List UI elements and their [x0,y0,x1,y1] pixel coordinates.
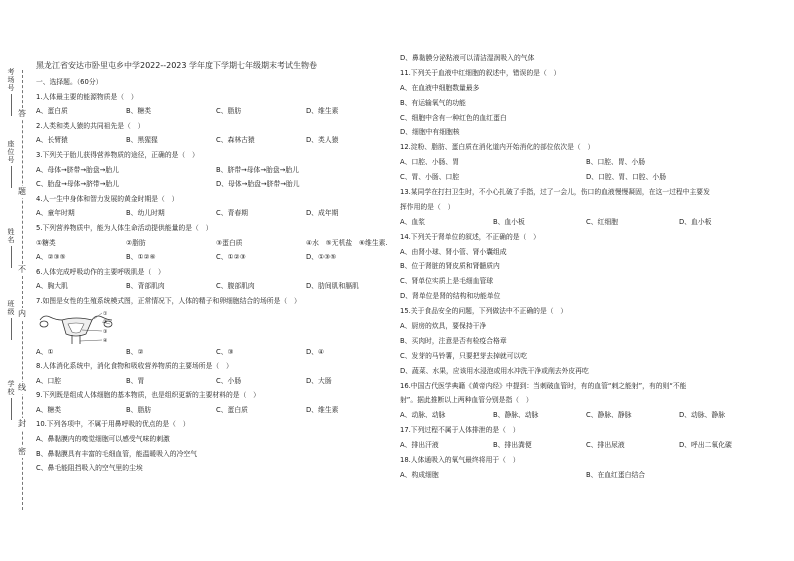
answer-option[interactable]: D、④ [306,347,325,356]
right-column [400,54,772,486]
seal-line-char: 不 [18,265,26,274]
question-line: D、细胞中有细胞核 [400,128,460,137]
margin-field-blank[interactable] [11,94,12,116]
answer-option[interactable]: A、②③⑤ [36,253,66,262]
answer-options [36,377,396,392]
answer-option[interactable]: D、成年期 [306,209,339,218]
answer-option[interactable]: A、母体→脐带→胎盘→胎儿 [36,165,119,174]
margin-field-label: 座 位 号 [7,140,15,164]
question-line: D、肾单位是肾的结构和功能单位 [400,292,501,301]
answer-options [400,441,772,456]
seal-line-char: 题 [18,187,26,196]
margin-field-label: 班 级 [7,300,15,316]
answer-option[interactable]: B、口腔、胃、小肠 [586,158,646,167]
answer-option[interactable]: A、血浆 [400,217,426,226]
answer-option[interactable]: D、动脉、静脉 [679,411,726,420]
exam-title: 黑龙江省安达市卧里屯乡中学2022--2023 学年度下学期七年级期末考试生物卷 [36,61,318,70]
answer-options [36,166,396,181]
margin-field [0,300,22,342]
seal-line-char: 答 [18,109,26,118]
answer-options [36,107,396,122]
female-reproductive-system-diagram [36,310,116,346]
margin-field-blank[interactable] [11,166,12,188]
question-stem: 11.下列关于血液中红细胞的叙述中，错误的是（ ） [400,68,561,77]
question-stem: 13.某同学在打扫卫生时，不小心扎破了手指，过了一会儿，伤口的血液慢慢凝固，在这一过程中主要发 [400,188,710,197]
answer-option[interactable]: B、黑猩猩 [126,136,158,145]
answer-option[interactable]: D、肋间肌和膈肌 [306,282,359,291]
margin-field-label: 考 场 号 [7,68,15,92]
answer-option[interactable]: B、排出粪便 [493,441,532,450]
question-line: A、在血液中细胞数量最多 [400,83,480,92]
answer-option[interactable]: ③蛋白质 [216,238,243,247]
answer-options [400,471,772,486]
margin-field-label: 姓 名 [7,228,15,244]
answer-option[interactable]: A、蛋白质 [36,107,68,116]
seal-line-char: 线 [18,383,26,392]
question-stem: 8.人体消化系统中，消化食物和吸收营养物质的主要场所是（ ） [36,362,233,371]
seal-line-char: 密 [18,447,26,456]
answer-option[interactable]: A、童年时期 [36,209,75,218]
answer-option[interactable]: D、大肠 [306,376,332,385]
answer-option[interactable]: ②脂肪 [126,238,146,247]
answer-options [400,158,772,173]
answer-option[interactable]: C、胎盘→母体→脐带→胎儿 [36,180,120,189]
answer-option[interactable]: D、血小板 [679,217,712,226]
answer-option[interactable]: C、静脉、静脉 [586,411,632,420]
question-stem: 16.中国古代医学典籍《黄帝内经》中提到：当刺破血管时，有的血管“刺之能射”，有的则“不能 [400,381,687,390]
answer-option[interactable]: C、森林古猿 [216,136,255,145]
figure-label: ④ [103,337,108,344]
question-stem: 1.人体最主要的能源物质是（ ） [36,92,138,101]
figure-label: ① [103,310,108,317]
answer-option[interactable]: C、排出尿液 [586,441,625,450]
answer-option[interactable]: A、排出汗液 [400,441,439,450]
question-line: D、鼻黏膜分泌粘液可以清洁湿润吸入的气体 [400,54,535,62]
figure-label: ② [103,318,108,325]
seal-line-char: 封 [18,419,26,428]
answer-option[interactable]: ①糖类 [36,238,56,247]
answer-option[interactable]: C、①②③ [216,253,246,262]
question-line: C、细胞中含有一种红色的血红蛋白 [400,113,507,122]
figure-row [36,312,396,348]
answer-option[interactable]: A、① [36,347,54,356]
answer-option[interactable]: D、维生素 [306,107,339,116]
answer-options [36,406,396,421]
question-stem: 15.关于食品安全的问题，下列做法中不正确的是（ ） [400,307,568,316]
answer-option[interactable]: B、在血红蛋白结合 [586,470,646,479]
answer-option[interactable]: B、幼儿时期 [126,209,165,218]
answer-options [400,411,772,426]
answer-option[interactable]: D、类人猿 [306,136,339,145]
answer-option[interactable]: B、血小板 [493,217,525,226]
answer-option[interactable]: B、静脉、动脉 [493,411,539,420]
margin-field-label: 学 校 [7,380,15,396]
answer-option[interactable]: C、红细胞 [586,217,618,226]
answer-options [36,180,396,195]
answer-option[interactable]: B、② [126,347,144,356]
question-stem: 3.下列关于胎儿获得营养物质的途径，正确的是（ ） [36,150,199,159]
answer-option[interactable]: C、小肠 [216,376,242,385]
answer-option[interactable]: A、动脉、动脉 [400,411,446,420]
answer-option[interactable]: C、蛋白质 [216,405,248,414]
answer-option[interactable]: B、①②⑥ [126,253,156,262]
answer-option[interactable]: D、①③⑤ [306,253,337,262]
question-line: C、肾单位实质上是毛细血管球 [400,277,494,286]
margin-field-blank[interactable] [11,318,12,340]
question-line: B、位于肾脏的肾皮质和肾髓质内 [400,262,500,271]
answer-option[interactable]: ④水 ⑤无机盐 ⑥维生素. [306,238,388,247]
answer-option[interactable]: C、青春期 [216,209,248,218]
question-line: A、由肾小球、肾小管、肾小囊组成 [400,247,507,256]
answer-option[interactable]: C、脂肪 [216,107,242,116]
answer-options [400,173,772,188]
question-stem: 5.下列营养物质中，能为人体生命活动提供能量的是（ ） [36,223,213,232]
answer-options [36,348,396,363]
question-line: C、鼻毛能阻挡吸入的空气里的尘埃 [36,464,143,473]
seal-line-char: 内 [18,309,26,318]
question-line: 射”。据此推断以上两种血管分别是指（ ） [400,396,533,405]
question-line: A、鼻黏膜内的嗅觉细胞可以感受气味的刺激 [36,435,170,444]
answer-option[interactable]: A、口腔 [36,376,62,385]
answer-option[interactable]: B、脂肪 [126,405,152,414]
answer-option[interactable]: A、长臂猿 [36,136,68,145]
question-line: B、买肉时，注意是否有检疫合格章 [400,336,507,345]
answer-option[interactable]: A、胸大肌 [36,282,68,291]
answer-option[interactable]: A、口腔、小肠、胃 [400,158,460,167]
answer-option[interactable]: A、构成细胞 [400,470,439,479]
question-stem: 4.人一生中身体和智力发展的黄金时期是（ ） [36,194,179,203]
seal-line [22,70,23,510]
question-stem: 14.下列关于肾单位的叙述，不正确的是（ ） [400,232,540,241]
question-line: 挥作用的是（ ） [400,202,455,211]
question-line: 一、选择题。（60分） [36,78,103,86]
answer-option[interactable]: D、母体→胎盘→脐带→胎儿 [216,180,300,189]
question-stem: 2.人类和类人猿的共同祖先是（ ） [36,121,145,130]
question-line: B、鼻黏膜具有丰富的毛细血管，能温暖吸入的冷空气 [36,449,197,458]
margin-field [0,140,22,190]
question-line: A、厨房的炊具，要保持干净 [400,322,487,331]
answer-option[interactable]: C、③ [216,347,234,356]
question-stem: 10.下列各项中，不属于用鼻呼吸的优点的是（ ） [36,420,190,429]
binding-margin [0,70,30,510]
answer-options [400,218,772,233]
answer-options [36,136,396,151]
answer-options [36,209,396,224]
margin-field-blank[interactable] [11,398,12,420]
answer-option[interactable]: A、糖类 [36,405,62,414]
answer-option[interactable]: B、糖类 [126,107,152,116]
question-line: C、发芽的马铃薯，只要把芽去掉就可以吃 [400,351,528,360]
answer-options [36,282,396,297]
answer-option[interactable]: D、维生素 [306,405,339,414]
answer-option[interactable]: C、胃、小肠、口腔 [400,173,460,182]
answer-options [36,253,396,268]
question-stem: 7.如图是女性的生殖系统模式图，正常情况下，人体的精子和卵细胞结合的场所是（ ） [36,296,301,305]
figure-label: ③ [103,328,108,335]
answer-option[interactable]: D、口腔、胃、口腔、小肠 [586,173,666,182]
margin-field-blank[interactable] [11,246,12,268]
question-stem: 18.人体通吸入的氧气最终将用于（ ） [400,456,520,465]
answer-option[interactable]: D、呼出二氧化碳 [679,441,732,450]
left-column [36,78,396,479]
question-stem: 6.人体完成呼吸动作的主要呼吸肌是（ ） [36,267,165,276]
question-line: B、有运输氧气的功能 [400,98,466,107]
answer-option[interactable]: B、背部肌肉 [126,282,165,291]
answer-options [36,239,396,254]
question-stem: 9.下列既是组成人体细胞的基本物质，也是组织更新的主要材料的是（ ） [36,391,260,400]
answer-option[interactable]: C、腹部肌肉 [216,282,255,291]
question-line: D、蔬菜、水果，应该用水浸泡或用水冲洗干净或削去外皮再吃 [400,366,589,375]
question-stem: 17.下列过程不属于人体排泄的是（ ） [400,426,520,435]
question-stem: 12.淀粉、脂肪、蛋白质在消化道内开始消化的部位依次是（ ） [400,143,595,152]
answer-option[interactable]: B、脐带→母体→胎盘→胎儿 [216,165,299,174]
answer-option[interactable]: B、胃 [126,376,145,385]
